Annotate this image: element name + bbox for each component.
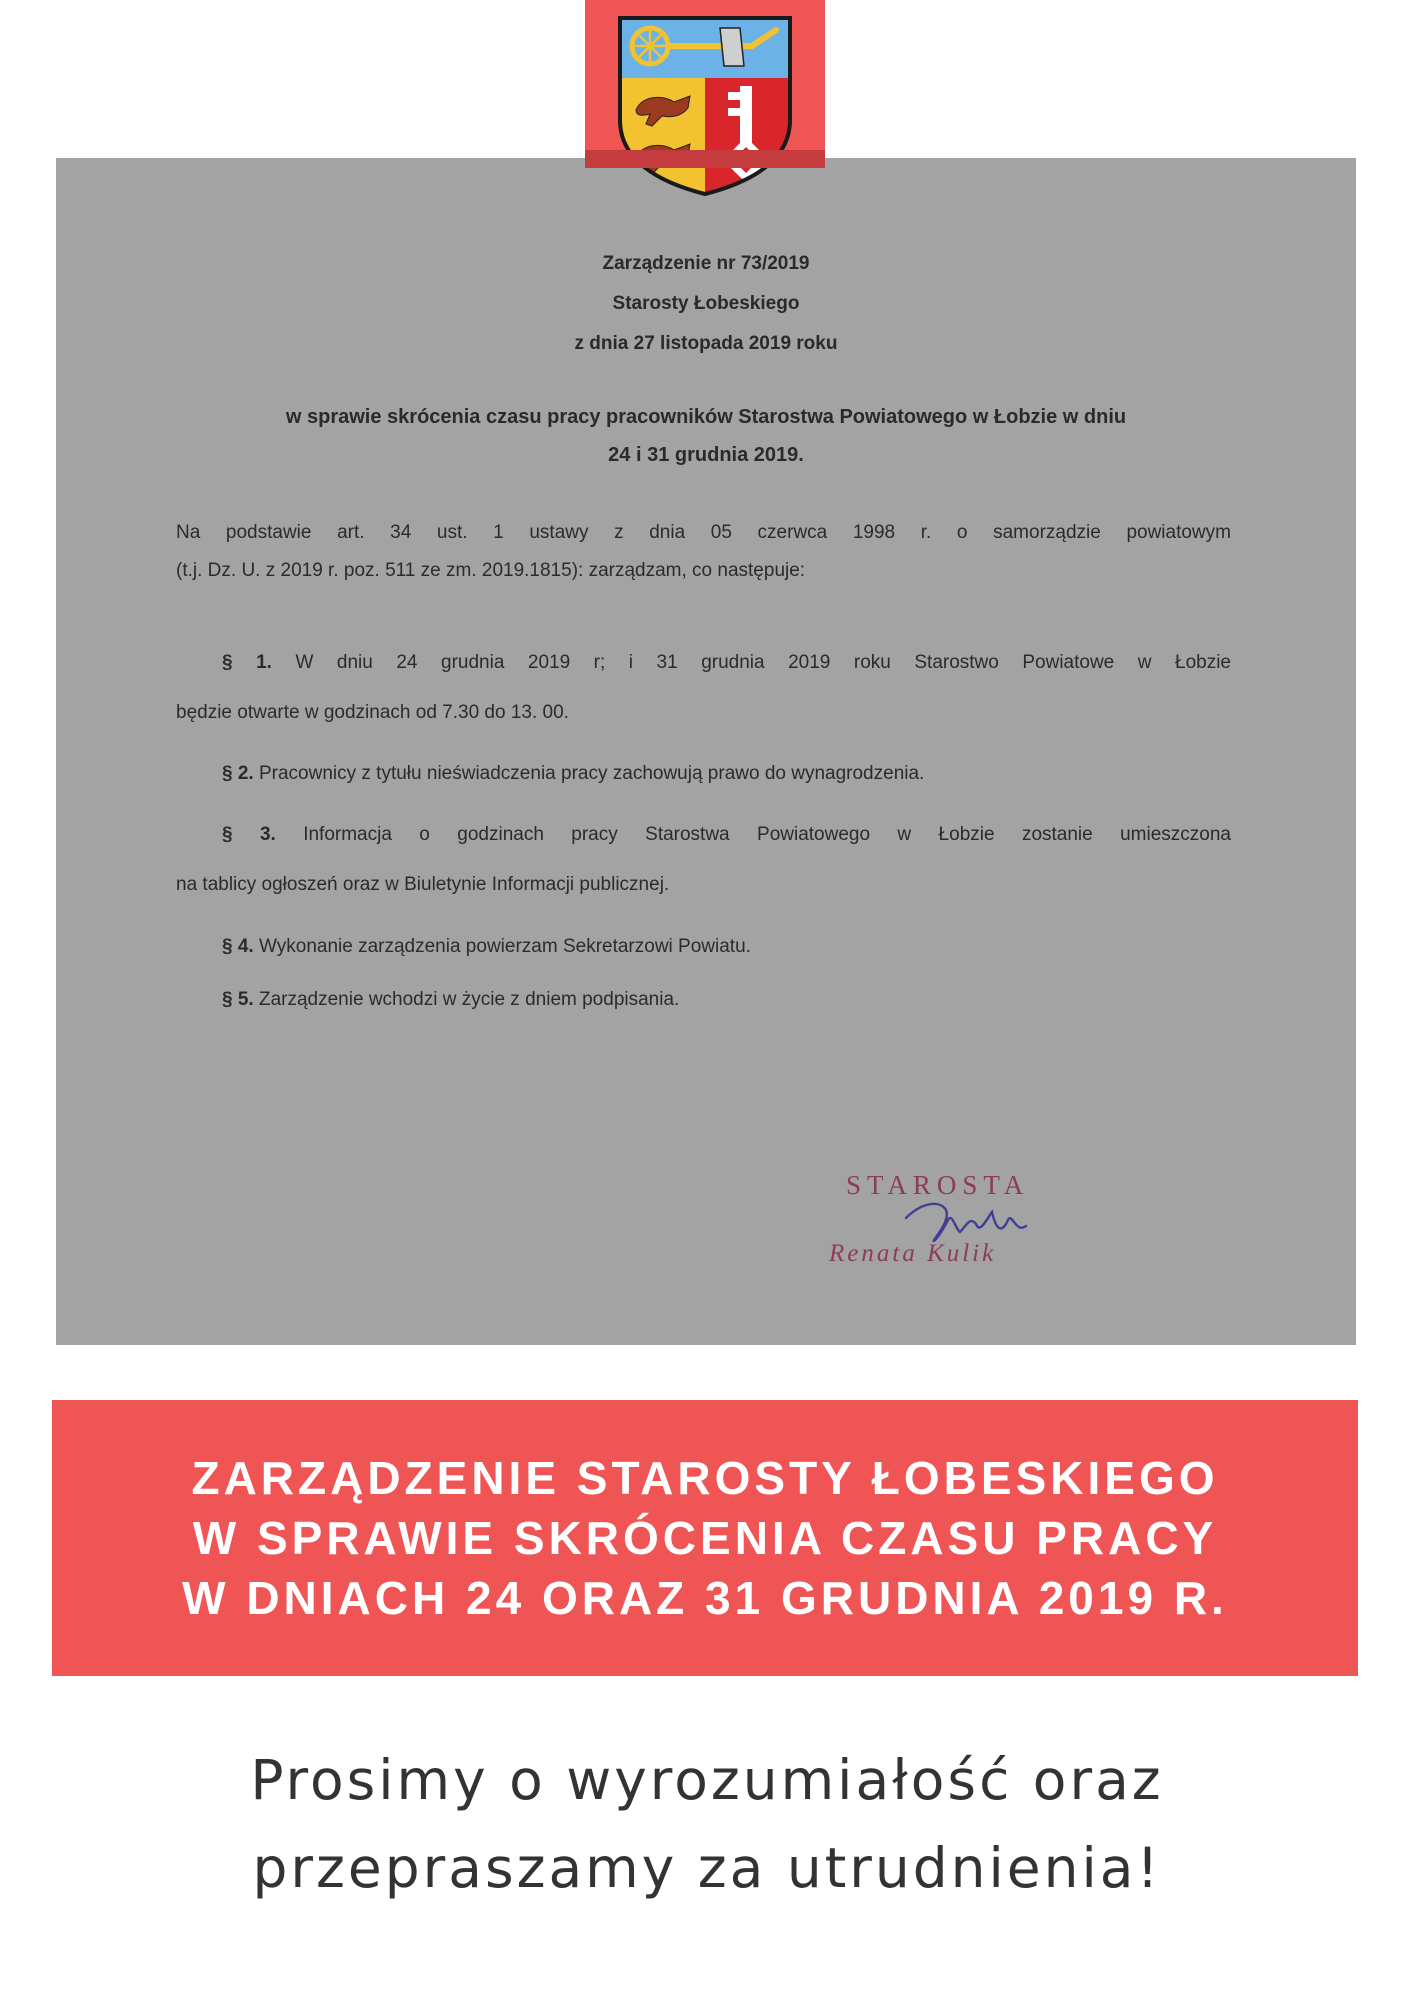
banner-line-1: ZARZĄDZENIE STAROSTY ŁOBESKIEGO xyxy=(191,1452,1219,1504)
document-scan xyxy=(56,158,1356,1345)
coat-of-arms-icon xyxy=(612,10,798,198)
paragraph-4 xyxy=(176,928,1231,966)
paragraph-text: Zarządzenie wchodzi w życie z dniem podpisania. xyxy=(253,989,680,1010)
paragraph-number: § 3. xyxy=(222,824,276,845)
paragraph-1-continued: będzie otwarte w godzinach od 7.30 do 13. 00. xyxy=(176,702,569,723)
paragraph-text: Wykonanie zarządzenia powierzam Sekretarzowi Powiatu. xyxy=(253,936,751,957)
stamp-title: STAROSTA xyxy=(846,1170,1030,1200)
paragraph-3 xyxy=(176,816,1231,854)
paragraph-number: § 4. xyxy=(222,936,254,957)
headline-banner xyxy=(52,1400,1358,1676)
document-subject-line-1: w sprawie skrócenia czasu pracy pracowników Starostwa Powiatowego w Łobzie w dniu xyxy=(285,406,1127,428)
paragraph-text: W dniu 24 grudnia 2019 r; i 31 grudnia 2019 roku Starostwo Powiatowe w Łobzie xyxy=(271,652,1231,673)
preamble-line-2: (t.j. Dz. U. z 2019 r. poz. 511 ze zm. 2019.1815): zarządzam, co następuje: xyxy=(176,560,806,581)
paragraph-number: § 2. xyxy=(222,763,254,784)
coat-of-arms-ribbon xyxy=(585,0,825,168)
document-title: Zarządzenie nr 73/2019 xyxy=(602,253,810,274)
document-date: z dnia 27 listopada 2019 roku xyxy=(574,333,838,354)
closing-line-1: Prosimy o wyrozumiałość oraz xyxy=(250,1748,1164,1812)
document-author: Starosty Łobeskiego xyxy=(612,293,800,314)
paragraph-text: Informacja o godzinach pracy Starostwa Powiatowego w Łobzie zostanie umieszczona xyxy=(275,824,1231,845)
paragraph-number: § 1. xyxy=(222,652,272,673)
paragraph-5 xyxy=(176,981,1231,1019)
banner-line-2: W SPRAWIE SKRÓCENIA CZASU PRACY xyxy=(192,1512,1218,1564)
paragraph-text: Pracownicy z tytułu nieświadczenia pracy zachowują prawo do wynagrodzenia. xyxy=(253,763,925,784)
document-subject-line-2: 24 i 31 grudnia 2019. xyxy=(608,444,804,466)
paragraph-3-continued: na tablicy ogłoszeń oraz w Biuletynie Informacji publicznej. xyxy=(176,874,670,895)
stamp-name: Renata Kulik xyxy=(829,1240,997,1267)
closing-line-2: przepraszamy za utrudnienia! xyxy=(252,1836,1162,1900)
paragraph-number: § 5. xyxy=(222,989,254,1010)
preamble-line-1: Na podstawie art. 34 ust. 1 ustawy z dnia 05 czerwca 1998 r. o samorządzie powiatowym xyxy=(176,522,1231,543)
paragraph-2 xyxy=(176,755,1231,793)
banner-line-3: W DNIACH 24 ORAZ 31 GRUDNIA 2019 R. xyxy=(182,1572,1228,1624)
paragraph-1 xyxy=(176,644,1231,682)
